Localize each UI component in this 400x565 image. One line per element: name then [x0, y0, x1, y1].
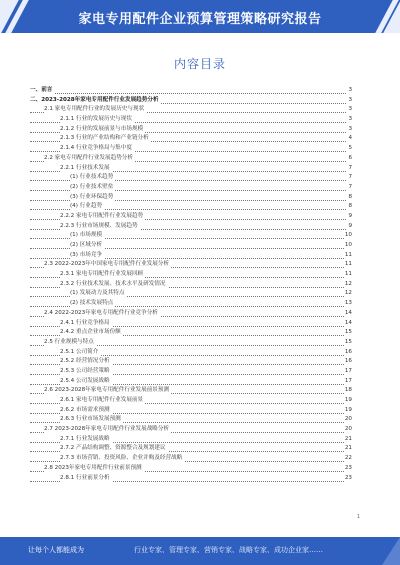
toc-entry-text: 2.8 2023年家电专用配件行业前景预测: [44, 464, 144, 474]
toc-entry-text: (2) 技术发展特点: [70, 299, 115, 309]
toc-entry-text: (1) 发展动力及其特点: [70, 289, 126, 299]
toc-entry[interactable]: [30, 134, 352, 144]
toc-entry-text: 2.3.1 家电专用配件行业发展回顾: [60, 270, 145, 280]
toc-entry-page: 10: [344, 231, 352, 241]
toc-entry-page: 3: [347, 125, 352, 135]
toc-entry-page: 3: [347, 105, 352, 115]
toc-entry-text: 2.1.1 行业的发展历史与现状: [60, 115, 134, 125]
footer-tagline: 让每个人都能成为: [28, 546, 84, 554]
toc-entry-text: 2.2.2 家电专用配件行业发展趋势: [60, 212, 145, 222]
toc-entry-page: 6: [347, 154, 352, 164]
toc-entry[interactable]: [30, 202, 352, 212]
toc-entry[interactable]: [30, 193, 352, 203]
toc-entry-text: (2) 区域分析: [70, 241, 104, 251]
toc-entry[interactable]: [30, 328, 352, 338]
toc-entry[interactable]: [30, 444, 352, 454]
toc-entry-page: 11: [344, 260, 352, 270]
toc-entry[interactable]: [30, 377, 352, 387]
toc-entry-page: 4: [347, 134, 352, 144]
toc-entry[interactable]: [30, 309, 352, 319]
toc-entry[interactable]: [30, 454, 352, 464]
toc-entry-page: 17: [344, 367, 352, 377]
footer-expert-list: 行业专家、管理专家、营销专家、战略专家、成功企业家……: [134, 546, 323, 554]
toc-entry-page: 16: [344, 357, 352, 367]
toc-entry-text: 2.7.1 行业发展战略: [60, 435, 112, 445]
toc-entry-text: (3) 行业环保趋势: [70, 193, 115, 203]
toc-entry[interactable]: [30, 415, 352, 425]
toc-entry[interactable]: [30, 231, 352, 241]
toc-entry[interactable]: [30, 222, 352, 232]
toc-entry-text: 2.1.3 行业的产业结构和产业链分析: [60, 134, 151, 144]
toc-entry-text: 2.8.1 行业前景分析: [60, 474, 112, 484]
toc-entry[interactable]: [30, 425, 352, 435]
toc-entry[interactable]: [30, 173, 352, 183]
toc-entry-page: 9: [347, 212, 352, 222]
toc-entry-page: 20: [344, 425, 352, 435]
toc-entry-text: 2.7 2023-2028年家电专用配件行业发展战略分析: [44, 425, 171, 435]
toc-entry-text: 2.2.3 行业市场规模、发展趋势: [60, 222, 140, 232]
toc-entry[interactable]: [30, 115, 352, 125]
toc-entry-page: 17: [344, 377, 352, 387]
toc-entry-text: 2.1.4 行业竞争格局与集中度: [60, 144, 134, 154]
toc-entry[interactable]: [30, 299, 352, 309]
toc-entry-page: 16: [344, 348, 352, 358]
toc-entry-page: 3: [347, 96, 352, 106]
toc-entry-page: 9: [347, 222, 352, 232]
toc-entry[interactable]: [30, 241, 352, 251]
toc-entry-page: 11: [344, 270, 352, 280]
toc-entry[interactable]: [30, 319, 352, 329]
toc-entry-page: 3: [347, 115, 352, 125]
toc-entry-page: 18: [344, 386, 352, 396]
toc-entry-page: 12: [344, 289, 352, 299]
toc-entry[interactable]: [30, 105, 352, 115]
header-bar: [0, 0, 400, 33]
toc-entry-text: 2.5.2 经营情况分析: [60, 357, 112, 367]
toc-entry[interactable]: [30, 406, 352, 416]
toc-entry[interactable]: [30, 125, 352, 135]
toc-entry-text: 2.2.1 行业技术发展: [60, 164, 112, 174]
toc-entry[interactable]: [30, 348, 352, 358]
toc-entry-page: 10: [344, 241, 352, 251]
toc-entry[interactable]: [30, 183, 352, 193]
toc-heading: 内容目录: [173, 57, 226, 71]
toc-entry-text: 2.3.2 行业技术发展、技术水平及研发情况: [60, 280, 168, 290]
toc-entry-text: 2.5 行业规模与特点: [44, 338, 96, 348]
toc-entry-page: 5: [347, 144, 352, 154]
toc-entry-text: (4) 行业趋势: [70, 202, 104, 212]
toc-entry-page: 23: [344, 464, 352, 474]
toc-entry-text: 2.2 家电专用配件行业发展趋势分析: [44, 154, 135, 164]
toc-entry-page: 7: [347, 164, 352, 174]
toc-entry-text: 2.1 家电专用配件行业的发展历史与现状: [44, 105, 146, 115]
document-title: 家电专用配件企业预算管理策略研究报告: [78, 12, 322, 27]
toc-entry-text: 二、2023-2028年家电专用配件行业发展趋势分析: [30, 96, 161, 106]
toc-entry-page: 12: [344, 280, 352, 290]
toc-entry-text: 一、前言: [30, 86, 54, 96]
toc-entry-page: 13: [344, 299, 352, 309]
toc-entry-text: 2.5.4 公司发展战略: [60, 377, 112, 387]
toc-entry[interactable]: [30, 260, 352, 270]
toc-entry[interactable]: [30, 289, 352, 299]
toc-entry-text: 2.6.1 家电专用配件行业发展前景: [60, 396, 145, 406]
toc-entry-text: 2.4.2 重点企业市场份额: [60, 328, 123, 338]
toc-entry[interactable]: [30, 212, 352, 222]
toc-entry[interactable]: [30, 144, 352, 154]
toc-entry-page: 15: [344, 338, 352, 348]
toc-entry-text: 2.4 2022-2023年家电专用配件行业竞争分析: [44, 309, 160, 319]
toc-entry-page: 22: [344, 454, 352, 464]
toc-entry-text: 2.6.3 行业市场发展预测: [60, 415, 123, 425]
toc-entry[interactable]: [30, 386, 352, 396]
toc-entry[interactable]: [30, 251, 352, 261]
toc-entry[interactable]: [30, 96, 352, 106]
toc-entry-page: 21: [344, 435, 352, 445]
toc-entry[interactable]: [30, 86, 352, 96]
toc-entry-text: 2.5.3 公司经营策略: [60, 367, 112, 377]
toc-entry-page: 7: [347, 183, 352, 193]
toc-entry-page: 21: [344, 444, 352, 454]
toc-entry-text: 2.5.1 公司简介: [60, 348, 100, 358]
toc-entry-text: (1) 市场规模: [70, 231, 104, 241]
toc-entry[interactable]: [30, 154, 352, 164]
toc-entry-text: 2.6.2 市场需求预测: [60, 406, 112, 416]
toc-entry-text: 2.7.2 产品结构调整、资源整合及规划建议: [60, 444, 168, 454]
toc-entry[interactable]: [30, 435, 352, 445]
toc-entry-text: (2) 行业技术壁垒: [70, 183, 115, 193]
toc-entry-page: 14: [344, 319, 352, 329]
toc-entry-page: 8: [347, 202, 352, 212]
toc-entry[interactable]: [30, 367, 352, 377]
toc-entry-page: 8: [347, 193, 352, 203]
toc-entry[interactable]: [30, 357, 352, 367]
toc-entry[interactable]: [30, 464, 352, 474]
toc-entry-page: 15: [344, 328, 352, 338]
toc-entry-text: 2.6 2023-2028年家电专用配件行业发展前景预测: [44, 386, 171, 396]
toc-entry-page: 20: [344, 415, 352, 425]
toc-entry-page: 3: [347, 86, 352, 96]
toc-entry-page: 19: [344, 396, 352, 406]
toc-entry[interactable]: [30, 164, 352, 174]
toc-entry-page: 19: [344, 406, 352, 416]
toc-entry-text: 2.3 2022-2023年中国家电专用配件行业发展分析: [44, 260, 171, 270]
table-of-contents: [30, 86, 352, 483]
page-number: 1: [356, 514, 360, 520]
toc-entry-page: 14: [344, 309, 352, 319]
toc-entry-text: 2.7.3 市场营销、投资风险、企业并购及经营战略: [60, 454, 184, 464]
toc-entry-text: 2.1.2 行业的发展前景与市场规模: [60, 125, 145, 135]
toc-entry-text: (3) 市场竞争: [70, 251, 104, 261]
toc-entry-text: (1) 行业技术趋势: [70, 173, 115, 183]
toc-entry-page: 11: [344, 251, 352, 261]
toc-entry-page: 23: [344, 474, 352, 484]
toc-entry[interactable]: [30, 280, 352, 290]
toc-entry[interactable]: [30, 270, 352, 280]
toc-entry-text: 2.4.1 行业竞争格局: [60, 319, 112, 329]
toc-entry-page: 7: [347, 173, 352, 183]
toc-entry[interactable]: [30, 474, 352, 484]
footer-bar: [0, 537, 400, 565]
toc-entry[interactable]: [30, 396, 352, 406]
toc-entry[interactable]: [30, 338, 352, 348]
